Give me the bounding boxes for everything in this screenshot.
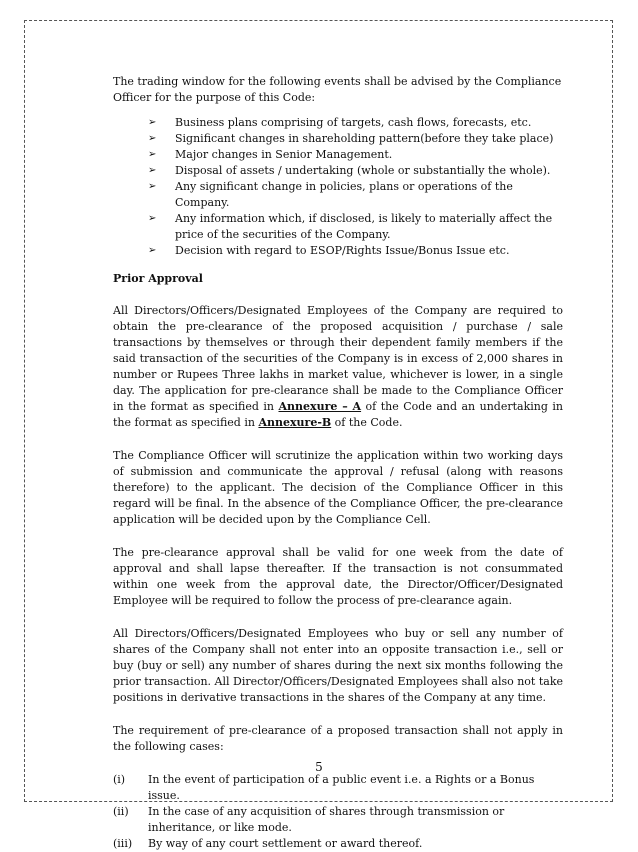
intro-paragraph: The trading window for the following events shall be advised by the Compliance Officer for the purpose of this Code: xyxy=(113,75,562,104)
annexure-b-link[interactable]: Annexure-B xyxy=(258,416,332,429)
list-item: ➢ Significant changes in shareholding pattern(before they take place) xyxy=(148,132,554,145)
exemption-cases-list xyxy=(113,772,563,852)
list-item: ➢ Major changes in Senior Management. xyxy=(148,148,393,161)
scrutiny-paragraph: The Compliance Officer will scrutinize the application within two working days of submission and communicate the approval / refusal (along with reasons therefore) to the applicant. The decision of the Compliance Officer in this regard will be final. In the absence of the Compliance Officer, the pre-clearance application will be decided upon by the Compliance Cell. xyxy=(113,449,563,526)
events-list xyxy=(113,115,563,259)
list-item: ➢ Business plans comprising of targets, cash flows, forecasts, etc. xyxy=(148,116,532,129)
case-number: (i) xyxy=(113,773,126,786)
list-item: ➢ Any significant change in policies, plans or operations of the Company. xyxy=(148,180,513,209)
case-number: (ii) xyxy=(113,805,129,818)
page-number: 5 xyxy=(315,760,323,774)
validity-paragraph: The pre-clearance approval shall be valid for one week from the date of approval and shall lapse thereafter. If the transaction is not consummated within one week from the approval date, the Director/Officer/Designated Employee will be required to follow the process of pre-clearance again. xyxy=(113,546,563,607)
list-item: ➢ Decision with regard to ESOP/Rights Issue/Bonus Issue etc. xyxy=(148,244,510,257)
list-item: (iii) By way of any court settlement or award thereof. xyxy=(113,837,423,850)
arrow-bullet-icon: ➢ xyxy=(148,133,157,144)
annexure-a-link[interactable]: Annexure – A xyxy=(278,400,362,413)
list-item: (ii) In the case of any acquisition of shares through transmission or inheritance, or like mode. xyxy=(113,805,505,834)
arrow-bullet-icon: ➢ xyxy=(148,213,157,224)
document-body xyxy=(113,74,563,852)
arrow-bullet-icon: ➢ xyxy=(148,149,157,160)
prior-approval-paragraph: All Directors/Officers/Designated Employees of the Company are required to obtain the pre-clearance of the proposed acquisition / purchase / sale transactions by themselves or through their dependent family members if the said transaction of the securities of the Company is in excess of 2,000 shares in number or Rupees Three lakhs in market value, whichever is lower, in a single day. The application for pre-clearance shall be made to the Compliance Officer in the format as specified in Annexure – A of the Code and an undertaking in the format as specified in Annexure-B of the Code. xyxy=(113,304,563,429)
arrow-bullet-icon: ➢ xyxy=(148,117,157,128)
arrow-bullet-icon: ➢ xyxy=(148,181,157,192)
arrow-bullet-icon: ➢ xyxy=(148,245,157,256)
exemptions-paragraph: The requirement of pre-clearance of a proposed transaction shall not apply in the following cases: xyxy=(113,724,563,753)
list-item: ➢ Disposal of assets / undertaking (whole or substantially the whole). xyxy=(148,164,551,177)
case-number: (iii) xyxy=(113,837,133,850)
list-item: (i) In the event of participation of a public event i.e. a Rights or a Bonus issue. xyxy=(113,773,535,802)
opposite-transaction-paragraph: All Directors/Officers/Designated Employees who buy or sell any number of shares of the Company shall not enter into an opposite transaction i.e., sell or buy (buy or sell) any number of shares during the next six months following the prior transaction. All Director/Officers/Designated Employees shall also not take positions in derivative transactions in the shares of the Company at any time. xyxy=(113,627,564,704)
section-heading: Prior Approval xyxy=(113,272,203,285)
list-item: ➢ Any information which, if disclosed, is likely to materially affect the price of the securities of the Company. xyxy=(148,212,553,241)
arrow-bullet-icon: ➢ xyxy=(148,165,157,176)
